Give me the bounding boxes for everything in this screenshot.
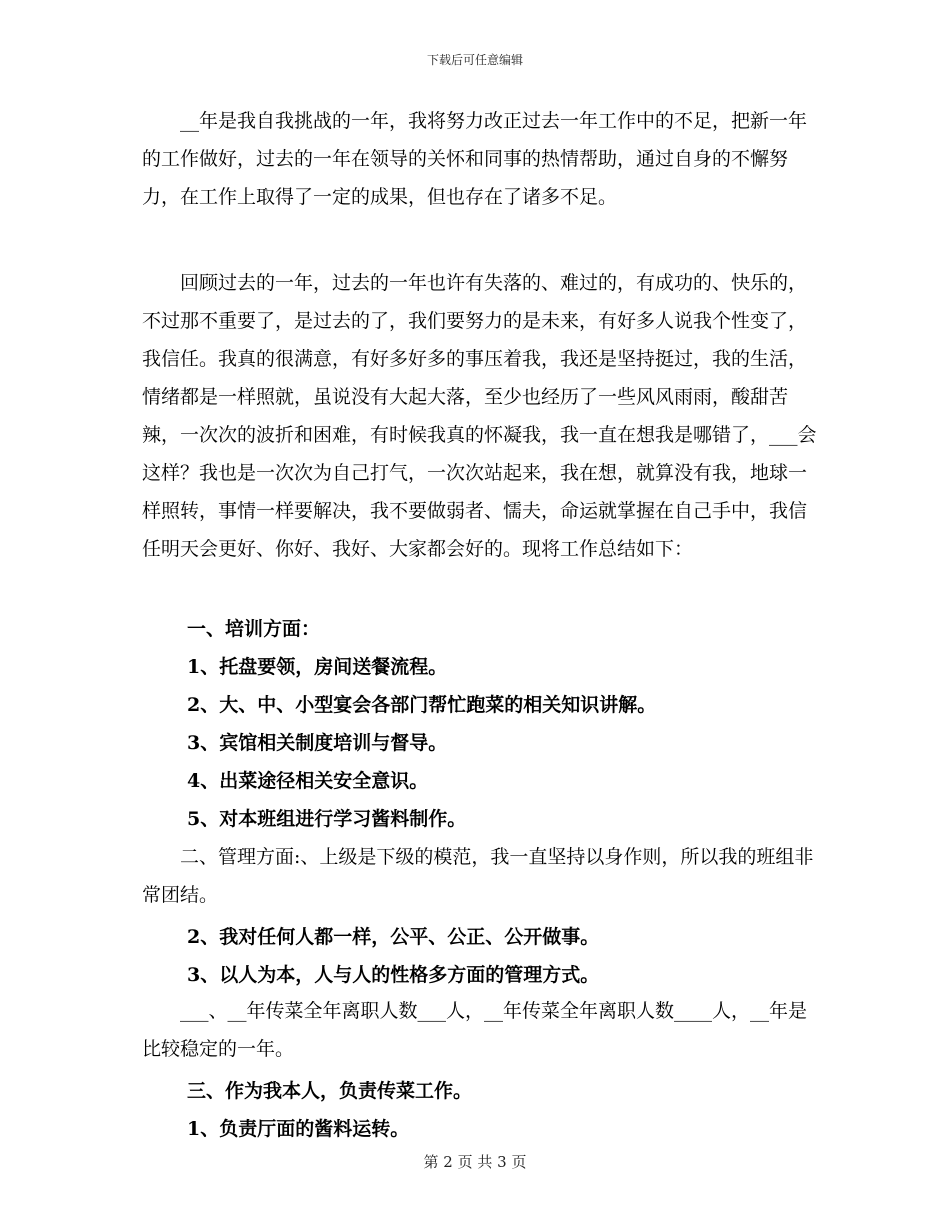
training-item: 3、宾馆相关制度培训与督导。 — [187, 732, 448, 754]
duty-item: 1、负责厅面的酱料运转。 — [187, 1118, 410, 1140]
paragraph-intro: __年是我自我挑战的一年，我将努力改正过去一年工作中的不足，把新一年的工作做好，过去的一年在领导的关怀和同事的热情帮助，通过自身的不懈努力，在工作上取得了一定的成果，但也存在了诸多不足。 — [142, 110, 808, 208]
training-item: 4、出菜途径相关安全意识。 — [187, 770, 429, 792]
document-body — [142, 102, 818, 1142]
management-item: 3、以人为本，人与人的性格多方面的管理方式。 — [187, 964, 600, 986]
paragraph-management: 二、管理方面:、上级是下级的模范，我一直坚持以身作则，所以我的班组非常团结。 — [142, 846, 814, 906]
management-item: 2、我对任何人都一样，公平、公正、公开做事。 — [187, 926, 600, 948]
paragraph-staff-turnover: ___、__年传菜全年离职人数___人，__年传菜全年离职人数____人，__年是比较稳定的一年。 — [142, 1000, 808, 1060]
page-header: 下载后可任意编辑 — [426, 53, 523, 67]
training-item: 1、托盘要领，房间送餐流程。 — [187, 656, 448, 678]
page-footer: 第 2 页 共 3 页 — [423, 1153, 527, 1171]
section-training-title: 一、培训方面： — [187, 618, 321, 640]
section-duty-title: 三、作为我本人，负责传菜工作。 — [187, 1080, 473, 1102]
paragraph-review: 回顾过去的一年，过去的一年也许有失落的、难过的，有成功的、快乐的，不过那不重要了，是过去的了，我们要努力的是未来，有好多人说我个性变了，我信任。我真的很满意，有好多好多的事压着我，我还是坚持挺过，我的生活，情绪都是一样照就，虽说没有大起大落，至少也经历了一些风风雨雨，酸甜苦辣，一次次的波折和困难，有时候我真的怀凝我，我一直在想我是哪错了，___会这样？我也是一次次为自己打气，一次次站起来，我在想，就算没有我，地球一样照转，事情一样要解决，我不要做弱者、懦夫，命运就掌握在自己手中，我信任明天会更好、你好、我好、大家都会好的。现将工作总结如下： — [142, 272, 817, 560]
training-item: 2、大、中、小型宴会各部门帮忙跑菜的相关知识讲解。 — [187, 694, 657, 716]
training-item: 5、对本班组进行学习酱料制作。 — [187, 808, 467, 830]
